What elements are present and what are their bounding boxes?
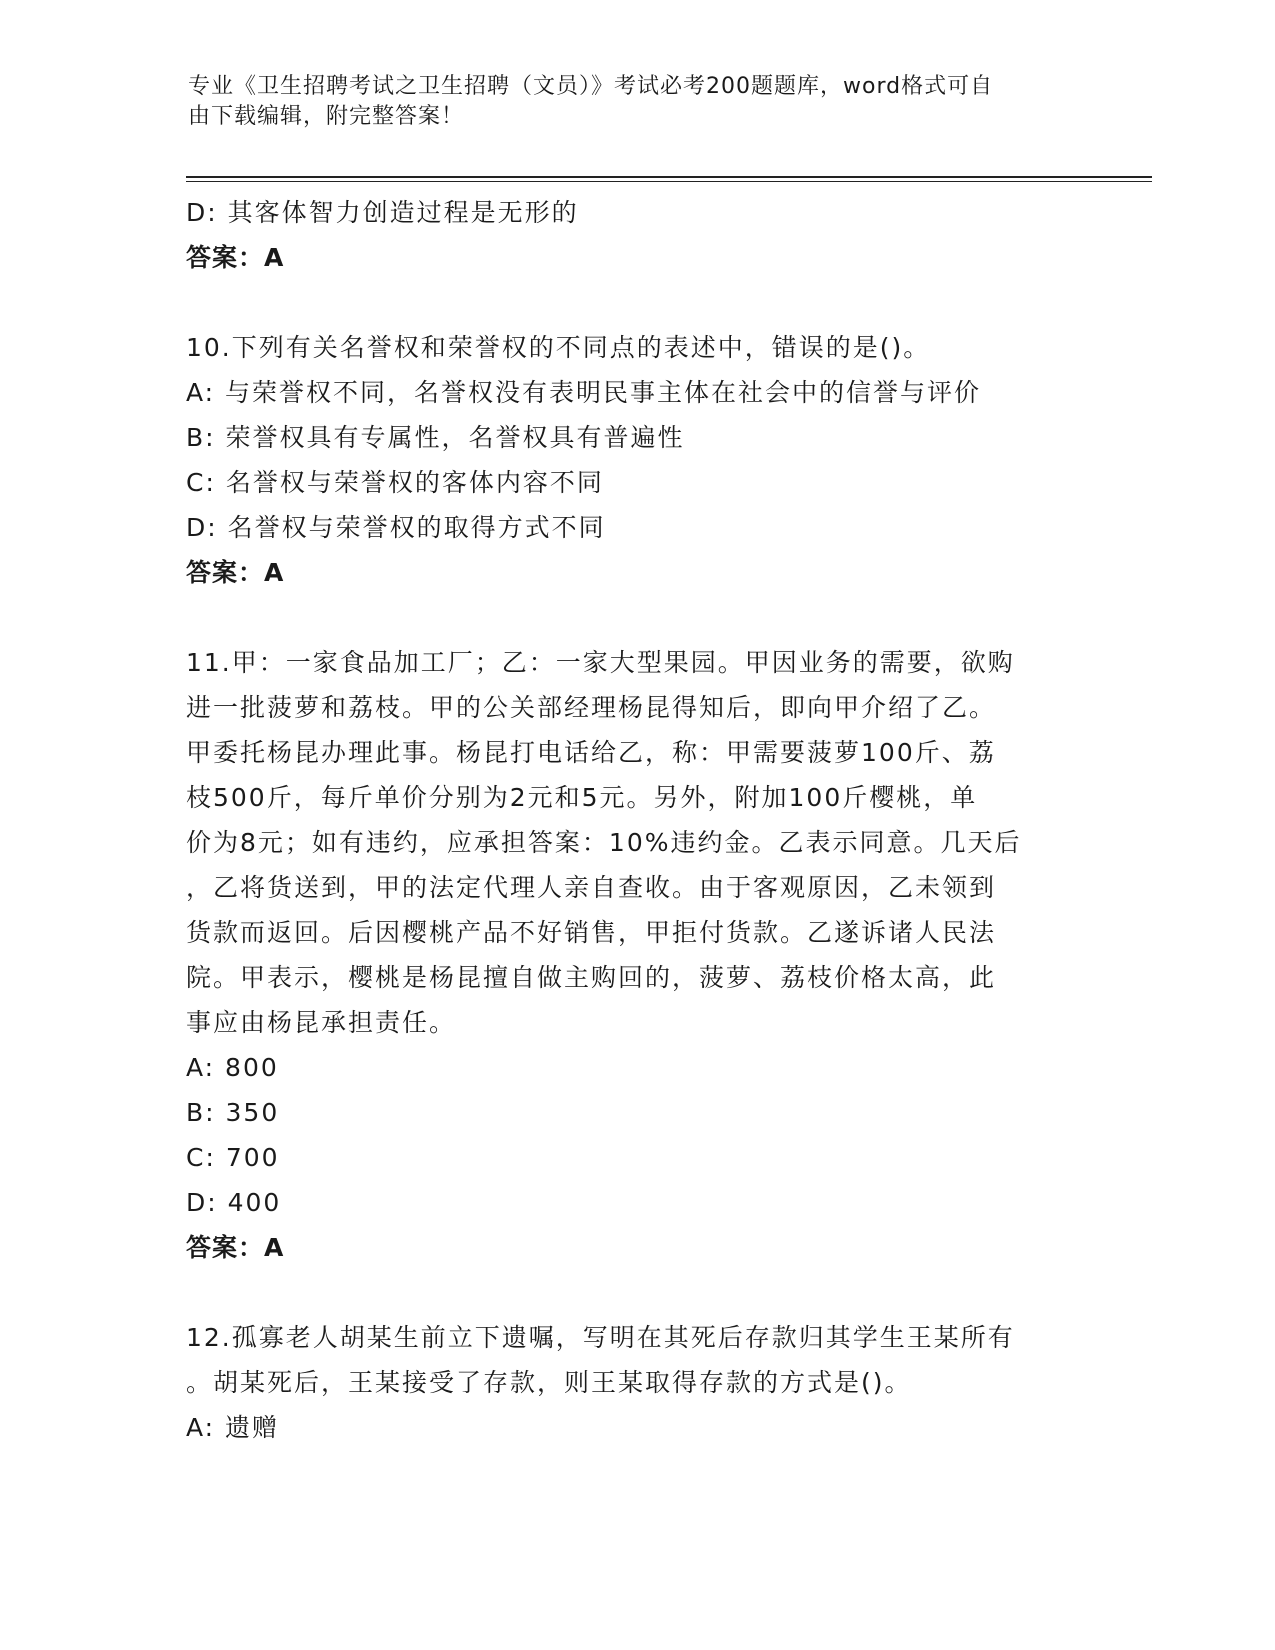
q10-question: 10.下列有关名誉权和荣誉权的不同点的表述中，错误的是()。 [186, 333, 931, 362]
q12-question-line: 12.孤寡老人胡某生前立下遗嘱，写明在其死后存款归其学生王某所有 [186, 1323, 1015, 1352]
document-header [188, 72, 1068, 132]
q11-question-line: 事应由杨昆承担责任。 [186, 1008, 457, 1037]
q12-question-line: 。胡某死后，王某接受了存款，则王某取得存款的方式是()。 [186, 1368, 912, 1397]
q10-option-a: A: 与荣誉权不同，名誉权没有表明民事主体在社会中的信誉与评价 [186, 378, 982, 407]
header-rule-thick [186, 176, 1152, 178]
q11-answer: 答案：A [186, 1233, 285, 1262]
prev-answer: 答案：A [186, 243, 285, 272]
spacer [186, 1270, 1066, 1315]
spacer [186, 280, 1066, 325]
q10-option-c: C: 名誉权与荣誉权的客体内容不同 [186, 468, 604, 497]
q11-question-line: 院。甲表示，樱桃是杨昆擅自做主购回的，菠萝、荔枝价格太高，此 [186, 963, 997, 992]
q11-option-c: C: 700 [186, 1143, 280, 1172]
spacer [186, 595, 1066, 640]
q12-option-a: A: 遗赠 [186, 1413, 280, 1442]
q11-question-line: 货款而返回。后因樱桃产品不好销售，甲拒付货款。乙遂诉诸人民法 [186, 918, 997, 947]
q10-option-d: D: 名誉权与荣誉权的取得方式不同 [186, 513, 606, 542]
q11-option-b: B: 350 [186, 1098, 280, 1127]
q11-option-d: D: 400 [186, 1188, 282, 1217]
q10-answer: 答案：A [186, 558, 285, 587]
q10-option-b: B: 荣誉权具有专属性，名誉权具有普遍性 [186, 423, 685, 452]
q11-option-a: A: 800 [186, 1053, 279, 1082]
prev-option-d: D: 其客体智力创造过程是无形的 [186, 198, 579, 227]
q11-question-line: ，乙将货送到，甲的法定代理人亲自查收。由于客观原因，乙未领到 [186, 873, 997, 902]
header-line-1: 专业《卫生招聘考试之卫生招聘（文员）》考试必考200题题库，word格式可自 [188, 74, 994, 99]
q11-question-line: 价为8元；如有违约，应承担答案：10%违约金。乙表示同意。几天后 [186, 828, 1022, 857]
q11-question-line: 进一批菠萝和荔枝。甲的公关部经理杨昆得知后，即向甲介绍了乙。 [186, 693, 997, 722]
q11-question-line: 甲委托杨昆办理此事。杨昆打电话给乙，称：甲需要菠萝100斤、荔 [186, 738, 996, 767]
header-line-2: 由下载编辑，附完整答案！ [188, 104, 465, 129]
q11-question-line: 11.甲：一家食品加工厂；乙：一家大型果园。甲因业务的需要，欲购 [186, 648, 1015, 677]
header-rule-thin [186, 181, 1152, 182]
q12-question [186, 1315, 1066, 1405]
document-body [186, 190, 1066, 1450]
q11-question-line: 枝500斤，每斤单价分别为2元和5元。另外，附加100斤樱桃，单 [186, 783, 978, 812]
q11-question [186, 640, 1066, 1045]
